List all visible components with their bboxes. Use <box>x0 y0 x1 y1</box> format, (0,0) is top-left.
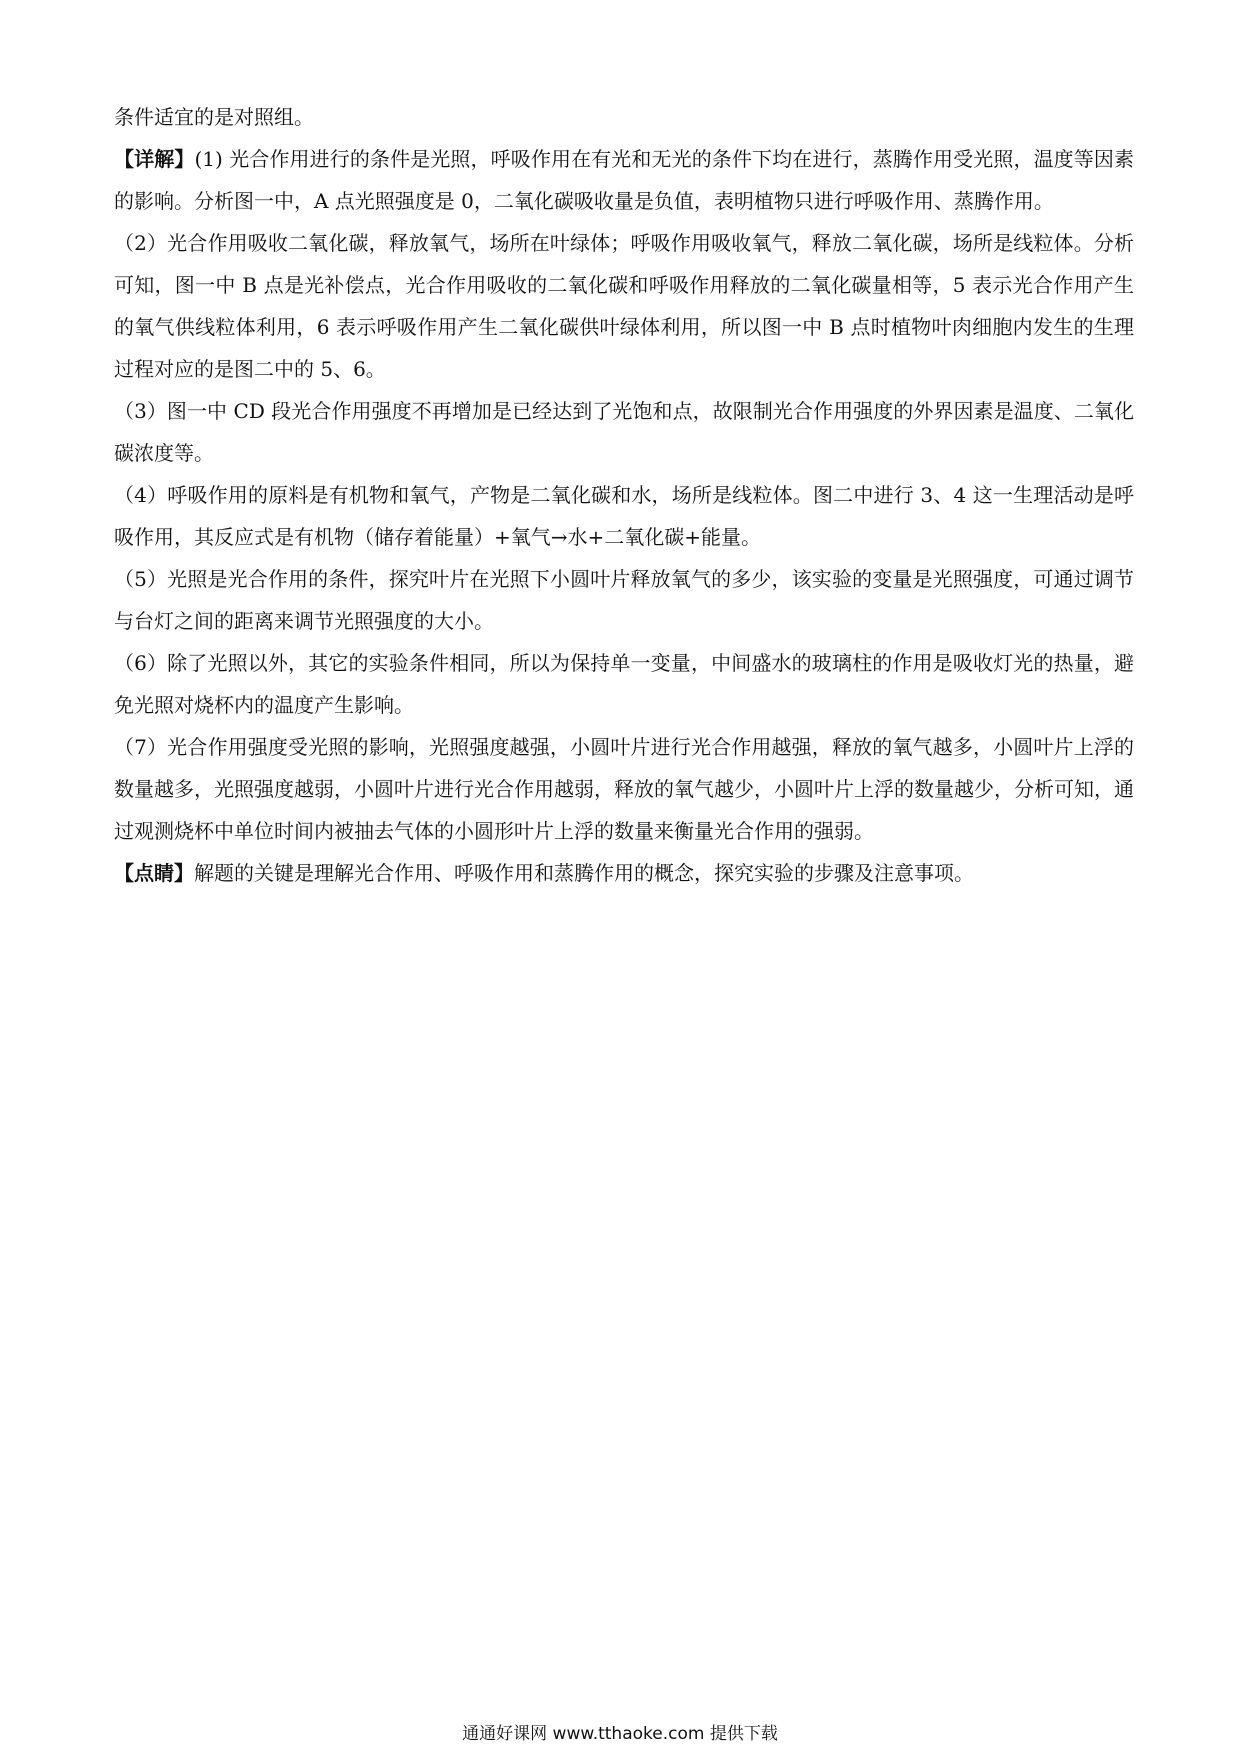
paragraph-detail-7 <box>114 726 1134 852</box>
paragraph-text: （3）图一中 CD 段光合作用强度不再增加是已经达到了光饱和点，故限制光合作用强度的外界因素是温度、二氧化碳浓度等。 <box>114 399 1134 465</box>
paragraph-tag-detail: 【详解】 <box>114 147 195 171</box>
paragraph-text: (1) 光合作用进行的条件是光照，呼吸作用在有光和无光的条件下均在进行，蒸腾作用受光照，温度等因素的影响。分析图一中，A 点光照强度是 0，二氧化碳吸收量是负值，表明植物只进行呼吸作用、蒸腾作用。 <box>114 147 1135 213</box>
paragraph-text: 条件适宜的是对照组。 <box>114 105 314 129</box>
paragraph-detail-5 <box>114 558 1134 642</box>
paragraph-text: （4）呼吸作用的原料是有机物和氧气，产物是二氧化碳和水，场所是线粒体。图二中进行 3、4 这一生理活动是呼吸作用，其反应式是有机物（储存着能量）+氧气→水+二氧化碳+能量。 <box>114 483 1134 549</box>
paragraph-detail-4 <box>114 474 1134 558</box>
paragraph-text: （7）光合作用强度受光照的影响，光照强度越强，小圆叶片进行光合作用越强，释放的氧气越多，小圆叶片上浮的数量越多，光照强度越弱，小圆叶片进行光合作用越弱，释放的氧气越少，小圆叶片上浮的数量越少，分析可知，通过观测烧杯中单位时间内被抽去气体的小圆形叶片上浮的数量来衡量光合作用的强弱。 <box>114 735 1134 843</box>
page-footer: 通通好课网 www.tthaoke.com 提供下载 <box>462 1724 778 1744</box>
paragraph-condition <box>114 96 1134 138</box>
paragraph-tag-key-point: 【点睛】 <box>114 861 194 885</box>
paragraph-text: 解题的关键是理解光合作用、呼吸作用和蒸腾作用的概念，探究实验的步骤及注意事项。 <box>194 861 974 885</box>
paragraph-detail-1 <box>114 138 1134 222</box>
paragraph-text: （5）光照是光合作用的条件，探究叶片在光照下小圆叶片释放氧气的多少，该实验的变量是光照强度，可通过调节与台灯之间的距离来调节光照强度的大小。 <box>114 567 1134 633</box>
paragraph-text: （6）除了光照以外，其它的实验条件相同，所以为保持单一变量，中间盛水的玻璃柱的作用是吸收灯光的热量，避免光照对烧杯内的温度产生影响。 <box>114 651 1134 717</box>
paragraph-detail-3 <box>114 390 1134 474</box>
paragraph-text: （2）光合作用吸收二氧化碳，释放氧气，场所在叶绿体；呼吸作用吸收氧气，释放二氧化碳，场所是线粒体。分析可知，图一中 B 点是光补偿点，光合作用吸收的二氧化碳和呼吸作用释放的二氧化碳量相等，5 表示光合作用产生的氧气供线粒体利用，6 表示呼吸作用产生二氧化碳供叶绿体利用，所以图一中 B 点时植物叶肉细胞内发生的生理过程对应的是图二中的 5、6。 <box>114 231 1134 381</box>
document-body <box>114 96 1134 894</box>
paragraph-detail-6 <box>114 642 1134 726</box>
paragraph-key-point <box>114 852 1134 894</box>
paragraph-detail-2 <box>114 222 1134 390</box>
